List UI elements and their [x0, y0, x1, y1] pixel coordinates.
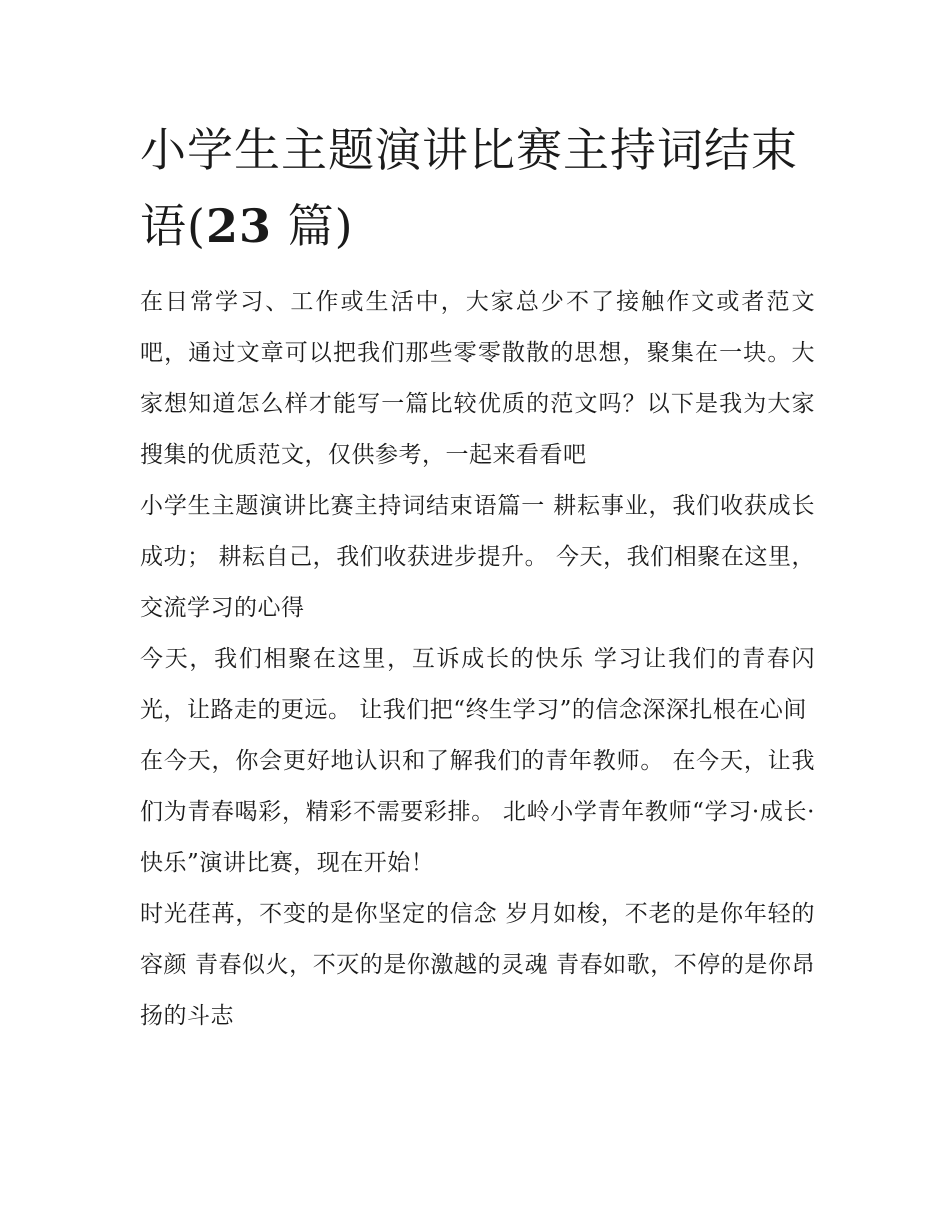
title-suffix: 篇) [271, 199, 354, 253]
body-paragraph: 今天，我们相聚在这里，互诉成长的快乐 学习让我们的青春闪光，让路走的更远。 让我们把“终生学习”的信念深深扎根在心间 [140, 646, 815, 723]
body-paragraph: 在今天，你会更好地认识和了解我们的青年教师。 在今天，让我们为青春喝彩，精彩不需要彩排。 北岭小学青年教师“学习·成长·快乐”演讲比赛，现在开始！ [140, 748, 815, 876]
body-paragraph: 小学生主题演讲比赛主持词结束语篇一 耕耘事业，我们收获成长成功； 耕耘自己，我们收获进步提升。 今天，我们相聚在这里，交流学习的心得 [140, 493, 815, 621]
intro-paragraph: 在日常学习、工作或生活中，大家总少不了接触作文或者范文吧，通过文章可以把我们那些零零散散的思想，聚集在一块。大家想知道怎么样才能写一篇比较优质的范文吗？以下是我为大家搜集的优质范文，仅供参考，一起来看看吧 [140, 289, 815, 468]
title-text: 小学生主题演讲比赛主持词结束语( [140, 123, 798, 253]
document-page [140, 112, 815, 1042]
document-title [140, 112, 815, 264]
title-number: 23 [205, 199, 272, 253]
body-paragraph: 时光荏苒，不变的是你坚定的信念 岁月如梭，不老的是你年轻的容颜 青春似火，不灭的是你激越的灵魂 青春如歌，不停的是你昂扬的斗志 [140, 901, 815, 1029]
